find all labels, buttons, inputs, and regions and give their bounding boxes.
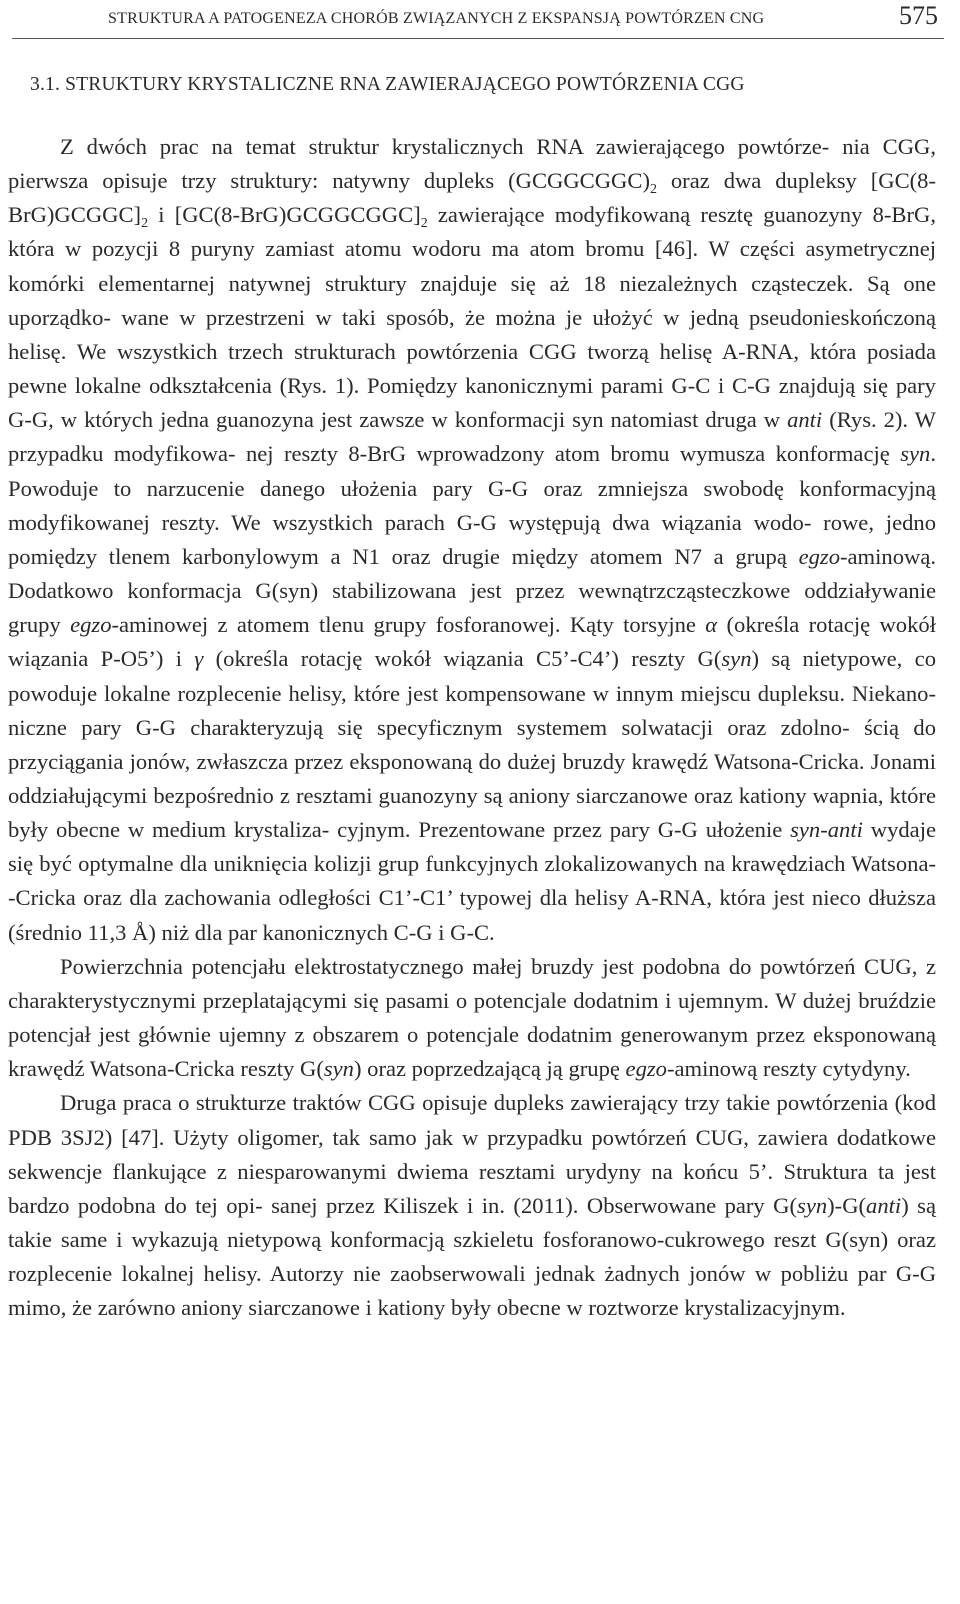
text-line (8, 510, 811, 535)
text-run: -Cricka oraz dla zachowania odległości C1’-C1’ typowej dla helisy A-RNA, która (8, 885, 766, 911)
text-line (177, 681, 936, 706)
page-number: 575 (899, 1, 938, 30)
text-run: zawierające (427, 202, 545, 228)
text-run: (Rys. 2). W przypadku modyfikowa- (8, 407, 936, 467)
text-run: rotację wokół wiązania C5’-C4’) reszty G( (300, 646, 722, 672)
text-run: (określa rotację wokół wiązania P-O5’) i (8, 612, 936, 672)
text-run: powtórzeń CUG, z charakterystycznymi przeplatającymi się pasami o potencjale (8, 953, 936, 1013)
subscript: 2 (649, 182, 657, 198)
text-run: która posiada pewne lokalne odkształcenia (Rys. 1). Pomiędzy kanonicznymi (8, 338, 936, 399)
text-run: (określa (203, 646, 289, 672)
text-run: dwiema resztami urydyny na końcu 5’. Struktura ta jest bardzo podobna do tej opi- (8, 1158, 936, 1218)
text-line (60, 954, 751, 979)
text-run: dodatnim i ujemnym. W dużej bruździe potencjał jest głównie ujemny z obszarem (8, 987, 936, 1048)
text-run: ) są nietypowe, co powoduje lokalne (8, 646, 936, 706)
text-run: niczne pary G-G charakteryzują się specyficznym systemem solwatacji oraz zdolno- (8, 714, 850, 740)
subscript: 2 (141, 216, 149, 232)
paragraph (8, 130, 936, 950)
italic-term: anti (787, 407, 823, 433)
text-run: Powierzchnia potencjału elektrostatycznego małej bruzdy jest podobna do (60, 953, 752, 979)
text-line (8, 885, 766, 910)
text-run: dla uniknięcia kolizji grup funkcyjnych zlokalizowanych na krawędziach Watsona- (179, 851, 936, 877)
text-run: Z dwóch prac na temat struktur krystalicznych RNA zawierającego powtórze- (60, 134, 830, 159)
text-run: fosforanowej. Kąty torsyjne (435, 612, 706, 638)
paragraph (8, 950, 936, 1087)
italic-term: egzo (625, 1056, 667, 1082)
italic-term: syn-anti (790, 817, 863, 843)
text-run: ścią do przyciągania jonów, zwłaszcza przez eksponowaną do dużej bruzdy krawędź (8, 714, 937, 774)
text-line (8, 339, 799, 364)
text-run: aniony siarczanowe oraz kationy wapnia, które były obecne w medium krystaliza- (8, 782, 936, 843)
italic-term: syn (323, 1056, 354, 1082)
italic-term: α (705, 612, 718, 638)
text-run: sanej przez Kiliszek i in. (2011). Obserwowane pary G( (271, 1192, 798, 1218)
text-run: powtórzenia (kod PDB 3SJ2) [47]. Użyty oligomer, tak samo jak w przypadku (8, 1090, 936, 1150)
text-run: powtórzeń CUG, zawiera dodatkowe sekwencje flankujące z niesparowanymi (8, 1124, 936, 1184)
text-run: ) są takie same (8, 1192, 936, 1252)
text-line (8, 715, 850, 740)
text-run: nia CGG, pierwsza opisuje trzy struktury: natywny dupleks (GCGGCGGC) (8, 134, 936, 194)
text-run: cyjnym. Prezentowane przez pary G-G ułożenie (337, 817, 791, 843)
text-run: oraz rozplecenie lokalnej helisy. Autorzy nie zaobserwowali jednak żadnych jonów (8, 1227, 936, 1287)
text-line (60, 1090, 770, 1115)
text-run: parami G-C i C-G znajdują się pary G-G, w których jedna guanozyna jest zawsze (8, 373, 936, 433)
text-line (566, 1295, 845, 1320)
text-run: i wykazują nietypową konformacją szkieletu fosforanowo-cukrowego reszt G(syn) (116, 1227, 889, 1252)
text-line (114, 476, 936, 501)
body-text (8, 130, 936, 1325)
section-heading: 3.1. STRUKTURY KRYSTALICZNE RNA ZAWIERAJĄCEGO POWTÓRZENIA CGG (30, 74, 745, 95)
italic-term: syn (797, 1192, 828, 1218)
text-run: rozplecenie helisy, które jest kompensowane w innym miejscu dupleksu. Niekano- (177, 680, 936, 706)
text-run: -aminowej z atomem tlenu grupy (111, 612, 427, 638)
text-run: i [GC(8-BrG)GCGGCGGC] (148, 202, 421, 228)
text-line (116, 1227, 888, 1252)
text-run: -aminową reszty cytydyny. (666, 1056, 911, 1082)
italic-term: syn (721, 646, 752, 672)
text-run: oraz (656, 168, 710, 194)
italic-term: anti (866, 1192, 902, 1218)
text-run: Druga praca o strukturze traktów CGG opisuje dupleks zawierający trzy takie (60, 1090, 771, 1116)
text-run: nej reszty 8-BrG wprowadzony atom bromu wymusza konformację (245, 441, 901, 467)
text-run: wydaje się być optymalne (8, 817, 937, 877)
text-run: w roztworze krystalizacyjnym. (566, 1295, 846, 1321)
text-run: wane w przestrzeni w taki sposób, że można je ułożyć w jedną pseudonieskończoną (121, 304, 936, 330)
text-line (240, 1056, 910, 1081)
text-run: -aminową. Dodatkowo konformacja G(syn) stabilizowana jest przez (8, 543, 936, 604)
text-run: . Powoduje (8, 441, 936, 501)
text-run: a grupą (713, 543, 799, 569)
text-line (180, 851, 936, 876)
text-run: wewnątrzcząsteczkowe oddziaływanie grupy (8, 578, 936, 638)
text-run: rowe, jedno pomiędzy tlenem karbonylowym a N1 oraz drugie między atomem N7 (8, 509, 936, 569)
text-run: o potencjale dodatnim generowanym przez eksponowaną krawędź Watsona-Cricka (8, 1022, 936, 1082)
text-run: wodoru ma atom bromu [46]. W części asymetrycznej komórki elementarnej (8, 236, 936, 296)
text-line (60, 134, 829, 159)
text-line (121, 305, 936, 330)
text-run: modyfikowaną resztę guanozyny 8-BrG, która w pozycji 8 puryny zamiast atomu (8, 202, 936, 262)
text-run: jest nieco dłuższa (średnio 11,3 Å) niż dla par kanonicznych C-G i G-C. (8, 885, 936, 945)
text-run: w konformacji syn natomiast druga w (431, 407, 788, 433)
text-run: reszty G( (240, 1056, 324, 1082)
italic-term: egzo (798, 543, 840, 569)
text-run: modyfikowanej reszty. We wszystkich parach G-G występują dwa wiązania wodo- (8, 509, 812, 535)
running-header (12, 0, 944, 39)
italic-term: γ (194, 646, 204, 672)
text-run: to narzucenie danego ułożenia pary G-G oraz zmniejsza swobodę konformacyjną (113, 475, 936, 501)
text-run: helisę. We wszystkich trzech strukturach powtórzenia CGG tworzą helisę A-RNA, (8, 338, 800, 364)
italic-term: egzo (70, 612, 112, 638)
running-title: STRUKTURA A PATOGENEZA CHORÓB ZWIĄZANYCH Z EKSPANSJĄ POWTÓRZEN CNG (108, 10, 765, 27)
paragraph (8, 1086, 936, 1325)
subscript: 2 (420, 216, 428, 232)
text-run: dwa dupleksy [GC(8-BrG)GCGGC] (8, 168, 936, 228)
text-run: ) oraz poprzedzającą ją grupę (353, 1056, 626, 1082)
italic-term: syn (900, 441, 931, 467)
text-run: )-G( (827, 1192, 867, 1218)
text-run: w pobliżu par G-G mimo, że zarówno aniony siarczanowe i kationy były obecne (8, 1261, 937, 1321)
text-run: natywnej struktury znajduje się aż 18 niezależnych cząsteczek. Są one uporządko- (8, 270, 936, 330)
text-run: Watsona-Cricka. Jonami oddziałującymi bezpośrednio z resztami guanozyny są (8, 748, 936, 808)
